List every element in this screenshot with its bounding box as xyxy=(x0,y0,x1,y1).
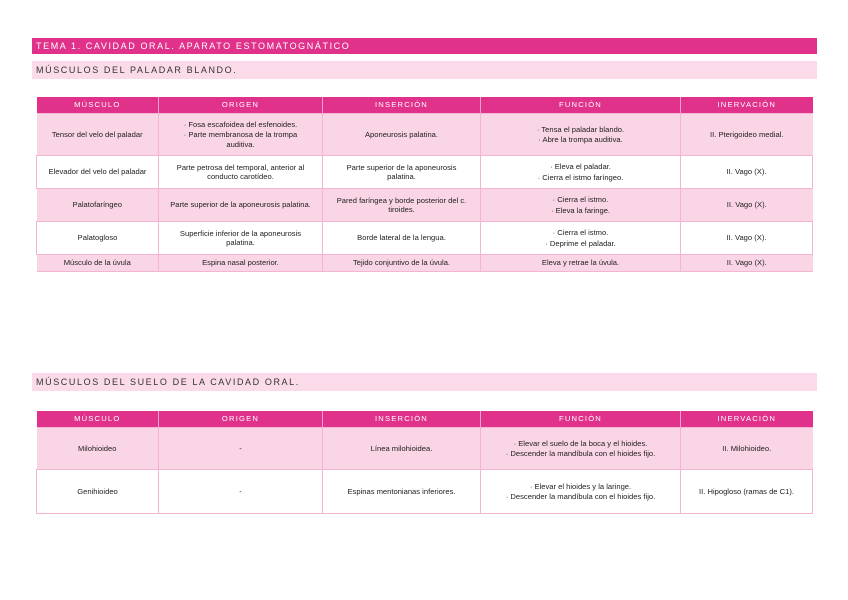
origin-cell xyxy=(159,255,323,272)
origin-line: Parte superior de la aponeurosis palatina. xyxy=(170,200,311,210)
insertion-cell: Línea milohioidea. xyxy=(323,428,481,470)
muscle-cell: Milohioideo xyxy=(37,428,159,470)
function-line: · Elevar el suelo de la boca y el hioides. xyxy=(513,438,648,448)
table-row xyxy=(37,222,813,255)
document-header: TEMA 1. CAVIDAD ORAL. APARATO ESTOMATOGNÁTICO xyxy=(32,38,817,54)
insertion-cell: Aponeurosis palatina. xyxy=(323,114,481,156)
origin-cell xyxy=(159,222,323,255)
muscle-cell: Palatogloso xyxy=(37,222,159,255)
origin-line: - xyxy=(239,486,242,496)
muscle-cell: Tensor del velo del paladar xyxy=(37,114,159,156)
oral-floor-muscles-table xyxy=(36,411,813,514)
insertion-cell: Pared faríngea y borde posterior del c. tiroides. xyxy=(323,189,481,222)
section-title-oral-floor: MÚSCULOS DEL SUELO DE LA CAVIDAD ORAL. xyxy=(32,373,817,391)
column-header-muscle: MÚSCULO xyxy=(37,411,159,428)
origin-cell xyxy=(159,114,323,156)
origin-line: · Parte membranosa de la trompa auditiva. xyxy=(183,130,298,149)
function-line: · Descender la mandíbula con el hioides fijo. xyxy=(505,492,656,501)
innervation-cell: II. Hipogloso (ramas de C1). xyxy=(681,470,813,514)
muscle-cell: Palatofaríngeo xyxy=(37,189,159,222)
table-row xyxy=(37,189,813,222)
function-line: · Eleva el paladar. xyxy=(550,162,611,172)
origin-line: Superficie inferior de la aponeurosis palatina. xyxy=(179,228,302,247)
muscle-cell: Músculo de la úvula xyxy=(37,255,159,272)
innervation-cell: II. Pterigoideo medial. xyxy=(681,114,813,156)
insertion-cell: Espinas mentonianas inferiores. xyxy=(323,470,481,514)
origin-cell xyxy=(159,156,323,189)
insertion-cell: Tejido conjuntivo de la úvula. xyxy=(323,255,481,272)
function-cell xyxy=(481,470,681,514)
column-header-insertion: INSERCIÓN xyxy=(323,97,481,114)
origin-line: - xyxy=(239,443,242,453)
table-header-row xyxy=(37,411,813,428)
function-line: · Cierra el istmo. xyxy=(552,195,609,205)
function-cell xyxy=(481,255,681,272)
table-header-row xyxy=(37,97,813,114)
innervation-cell: II. Vago (X). xyxy=(681,222,813,255)
function-cell xyxy=(481,114,681,156)
table-row xyxy=(37,428,813,470)
soft-palate-muscles-table xyxy=(36,97,813,272)
origin-cell xyxy=(159,189,323,222)
column-header-innervation: INERVACIÓN xyxy=(681,411,813,428)
column-header-function: FUNCIÓN xyxy=(481,411,681,428)
function-line: · Eleva la faringe. xyxy=(550,205,611,215)
function-line: · Cierra el istmo faríngeo. xyxy=(537,172,624,182)
column-header-innervation: INERVACIÓN xyxy=(681,97,813,114)
function-line: · Cierra el istmo. xyxy=(552,228,609,238)
function-line: · Abre la trompa auditiva. xyxy=(538,135,623,144)
column-header-function: FUNCIÓN xyxy=(481,97,681,114)
function-line: · Deprime el paladar. xyxy=(545,238,616,248)
function-line: · Tensa el paladar blando. xyxy=(536,124,625,134)
function-line: · Elevar el hioides y la laringe. xyxy=(529,481,632,491)
column-header-muscle: MÚSCULO xyxy=(37,97,159,114)
innervation-cell: II. Vago (X). xyxy=(681,189,813,222)
origin-cell xyxy=(159,428,323,470)
column-header-insertion: INSERCIÓN xyxy=(323,411,481,428)
function-line: Eleva y retrae la úvula. xyxy=(541,258,620,268)
function-cell xyxy=(481,222,681,255)
table-row xyxy=(37,114,813,156)
origin-line: · Fosa escafoidea del esfenoides. xyxy=(183,119,298,129)
table-row xyxy=(37,255,813,272)
function-cell xyxy=(481,156,681,189)
innervation-cell: II. Milohioideo. xyxy=(681,428,813,470)
muscle-cell: Genihioideo xyxy=(37,470,159,514)
insertion-cell: Parte superior de la aponeurosis palatina. xyxy=(323,156,481,189)
origin-cell xyxy=(159,470,323,514)
insertion-cell: Borde lateral de la lengua. xyxy=(323,222,481,255)
table-row xyxy=(37,470,813,514)
column-header-origin: ORIGEN xyxy=(159,97,323,114)
function-cell xyxy=(481,189,681,222)
column-header-origin: ORIGEN xyxy=(159,411,323,428)
origin-line: Espina nasal posterior. xyxy=(202,258,279,268)
function-line: · Descender la mandíbula con el hioides fijo. xyxy=(505,449,656,458)
table-row xyxy=(37,156,813,189)
section-title-soft-palate: MÚSCULOS DEL PALADAR BLANDO. xyxy=(32,61,817,79)
innervation-cell: II. Vago (X). xyxy=(681,156,813,189)
function-cell xyxy=(481,428,681,470)
innervation-cell: II. Vago (X). xyxy=(681,255,813,272)
muscle-cell: Elevador del velo del paladar xyxy=(37,156,159,189)
origin-line: Parte petrosa del temporal, anterior al conducto carotídeo. xyxy=(176,162,305,181)
